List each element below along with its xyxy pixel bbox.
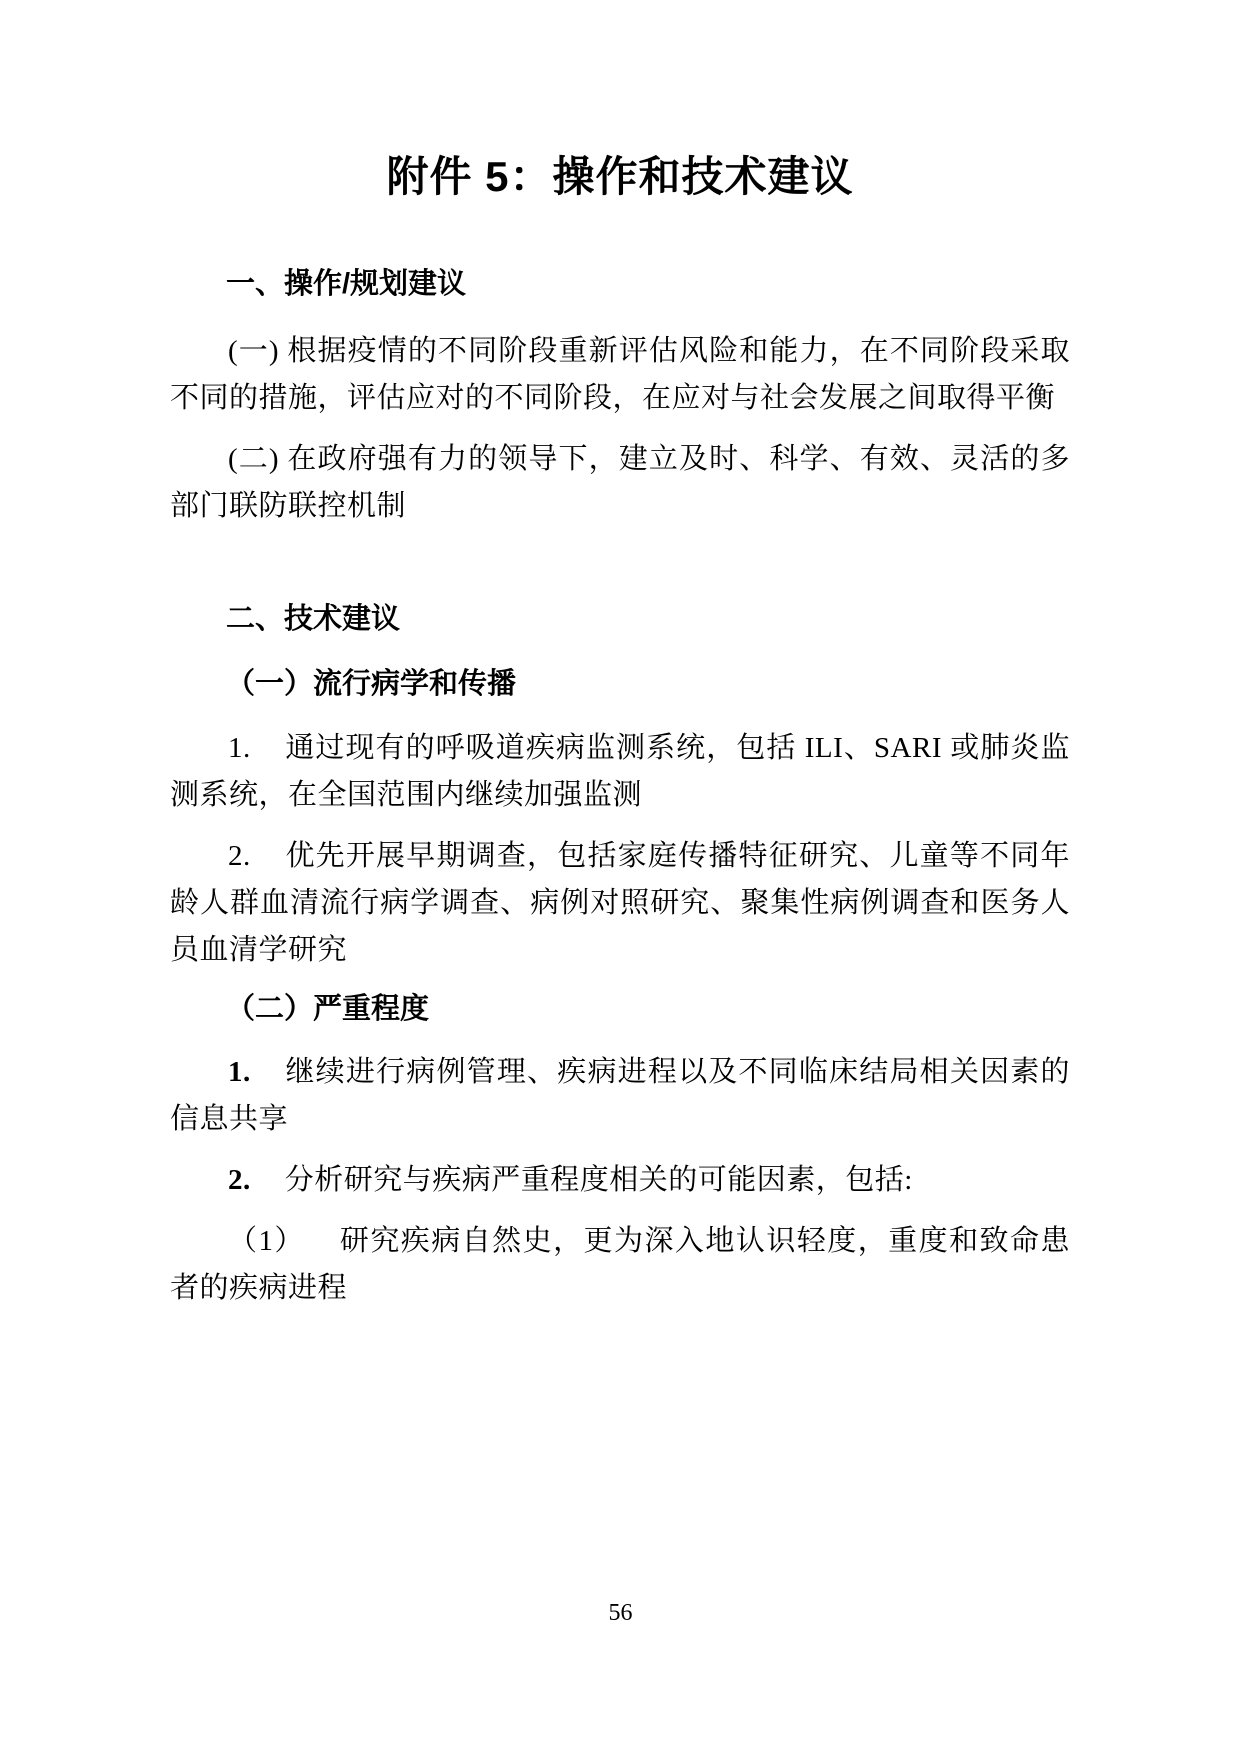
- list-item-text: 优先开展早期调查，包括家庭传播特征研究、儿童等不同年龄人群血清流行病学调查、病例对照研究、聚集性病例调查和医务人员血清学研究: [170, 839, 1070, 966]
- list-item: [170, 833, 1070, 974]
- list-item-text: 继续进行病例管理、疾病进程以及不同临床结局相关因素的信息共享: [170, 1056, 1070, 1136]
- list-item: [170, 1157, 1070, 1204]
- list-item-text: 研究疾病自然史，更为深入地认识轻度，重度和致命患者的疾病进程: [170, 1225, 1070, 1305]
- list-item: [170, 1049, 1070, 1143]
- page-title: 附件 5：操作和技术建议: [386, 153, 854, 200]
- list-item: [170, 1218, 1070, 1312]
- list-item-text: 分析研究与疾病严重程度相关的可能因素，包括:: [284, 1164, 913, 1197]
- list-item: [170, 725, 1070, 819]
- section-spacer: [170, 544, 1070, 598]
- page-content: [170, 150, 1070, 1326]
- list-item-label: （1）: [228, 1225, 305, 1258]
- section-heading-technical: 二、技术建议: [226, 602, 401, 635]
- paragraph-operations-1: (一) 根据疫情的不同阶段重新评估风险和能力，在不同阶段采取不同的措施，评估应对的不同阶段，在应对与社会发展之间取得平衡: [170, 335, 1070, 415]
- subsection-heading-severity: （二）严重程度: [226, 992, 430, 1025]
- paragraph-operations-2: (二) 在政府强有力的领导下，建立及时、科学、有效、灵活的多部门联防联控机制: [170, 443, 1070, 522]
- list-item-label: 1.: [228, 1056, 251, 1089]
- list-item-label: 2.: [228, 839, 251, 872]
- list-item-text: 通过现有的呼吸道疾病监测系统，包括 ILI、SARI 或肺炎监测系统，在全国范围内继续加强监测: [170, 731, 1070, 811]
- subsection-heading-epidemiology: （一）流行病学和传播: [226, 668, 517, 701]
- list-item-label: 2.: [228, 1164, 251, 1197]
- list-item-label: 1.: [228, 731, 251, 764]
- page-number: 56: [608, 1600, 633, 1626]
- section-heading-operations: 一、操作/规划建议: [226, 267, 467, 300]
